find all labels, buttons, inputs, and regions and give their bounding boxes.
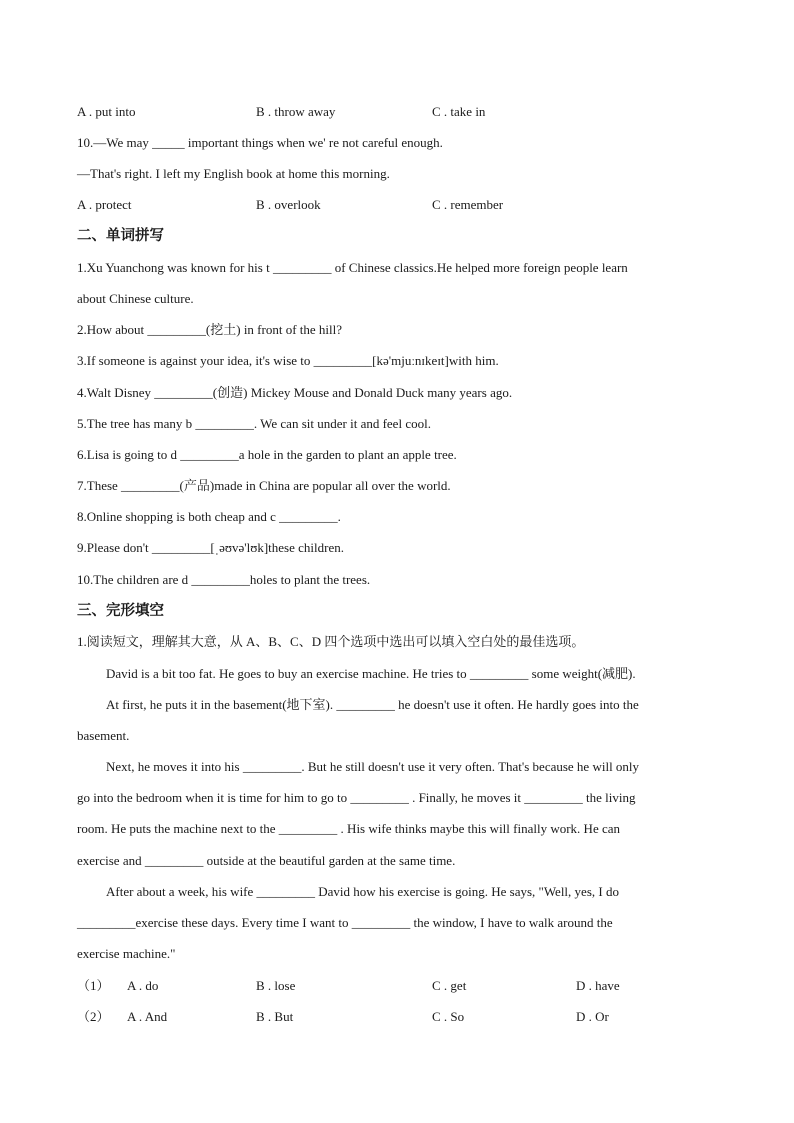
section-heading-spelling: 二、单词拼写 <box>77 228 164 244</box>
spelling-item: 3.If someone is against your idea, it's wise to _________[kə'mjuːnɪkeɪt]with him. <box>77 353 499 368</box>
cloze-option-c: C . So <box>432 1009 465 1024</box>
spelling-item: 1.Xu Yuanchong was known for his t _________ of Chinese classics.He helped more foreign people learn <box>77 260 628 275</box>
cloze-option-d: D . Or <box>576 1009 609 1024</box>
spelling-item: 10.The children are d _________holes to plant the trees. <box>77 572 371 587</box>
spelling-item: 6.Lisa is going to d _________a hole in the garden to plant an apple tree. <box>77 447 457 462</box>
passage-line: exercise and _________ outside at the beautiful garden at the same time. <box>77 853 456 868</box>
passage-line: _________exercise these days. Every time I want to _________ the window, I have to walk around the <box>77 915 613 930</box>
cloze-question-number: （1） <box>77 978 110 993</box>
spelling-item: 7.These _________(产品)made in China are popular all over the world. <box>77 478 451 493</box>
q10-option-c: C . remember <box>432 197 504 212</box>
cloze-question-number: （2） <box>77 1009 110 1024</box>
passage-line: After about a week, his wife _________ David how his exercise is going. He says, "Well, yes, I do <box>106 884 619 899</box>
section-heading-cloze: 三、完形填空 <box>77 603 164 619</box>
cloze-option-a: A . And <box>127 1009 168 1024</box>
q10-response: —That's right. I left my English book at home this morning. <box>77 166 390 181</box>
spelling-item: 2.How about _________(挖土) in front of the hill? <box>77 322 343 337</box>
spelling-item: 4.Walt Disney _________(创造) Mickey Mouse and Donald Duck many years ago. <box>77 385 513 400</box>
spelling-item: about Chinese culture. <box>77 291 194 306</box>
cloze-option-d: D . have <box>576 978 620 993</box>
passage-line: go into the bedroom when it is time for him to go to _________ . Finally, he moves it _________ the living <box>77 790 636 805</box>
passage-line: David is a bit too fat. He goes to buy an exercise machine. He tries to _________ some weight(减肥). <box>106 666 636 681</box>
passage-line: basement. <box>77 728 130 743</box>
q9-option-c: C . take in <box>432 104 486 119</box>
cloze-option-b: B . But <box>256 1009 294 1024</box>
spelling-item: 5.The tree has many b _________. We can sit under it and feel cool. <box>77 416 431 431</box>
spelling-item: 8.Online shopping is both cheap and c _________. <box>77 509 341 524</box>
passage-line: room. He puts the machine next to the _________ . His wife thinks maybe this will finally work. He can <box>77 821 621 836</box>
cloze-option-b: B . lose <box>256 978 296 993</box>
spelling-item: 9.Please don't _________[ˌəʊvə'lʊk]these children. <box>77 540 344 555</box>
q10-option-b: B . overlook <box>256 197 321 212</box>
passage-line: Next, he moves it into his _________. But he still doesn't use it very often. That's because he will only <box>106 759 640 774</box>
q9-option-a: A . put into <box>77 104 136 119</box>
cloze-instruction: 1.阅读短文，理解其大意，从 A、B、C、D 四个选项中选出可以填入空白处的最佳选项。 <box>77 634 585 649</box>
q9-option-b: B . throw away <box>256 104 336 119</box>
q10-question: 10.—We may _____ important things when we' re not careful enough. <box>77 135 443 150</box>
passage-line: exercise machine." <box>77 946 176 961</box>
cloze-option-c: C . get <box>432 978 467 993</box>
q10-option-a: A . protect <box>77 197 132 212</box>
cloze-option-a: A . do <box>127 978 159 993</box>
passage-line: At first, he puts it in the basement(地下室). _________ he doesn't use it often. He hardly goes into the <box>106 697 639 712</box>
